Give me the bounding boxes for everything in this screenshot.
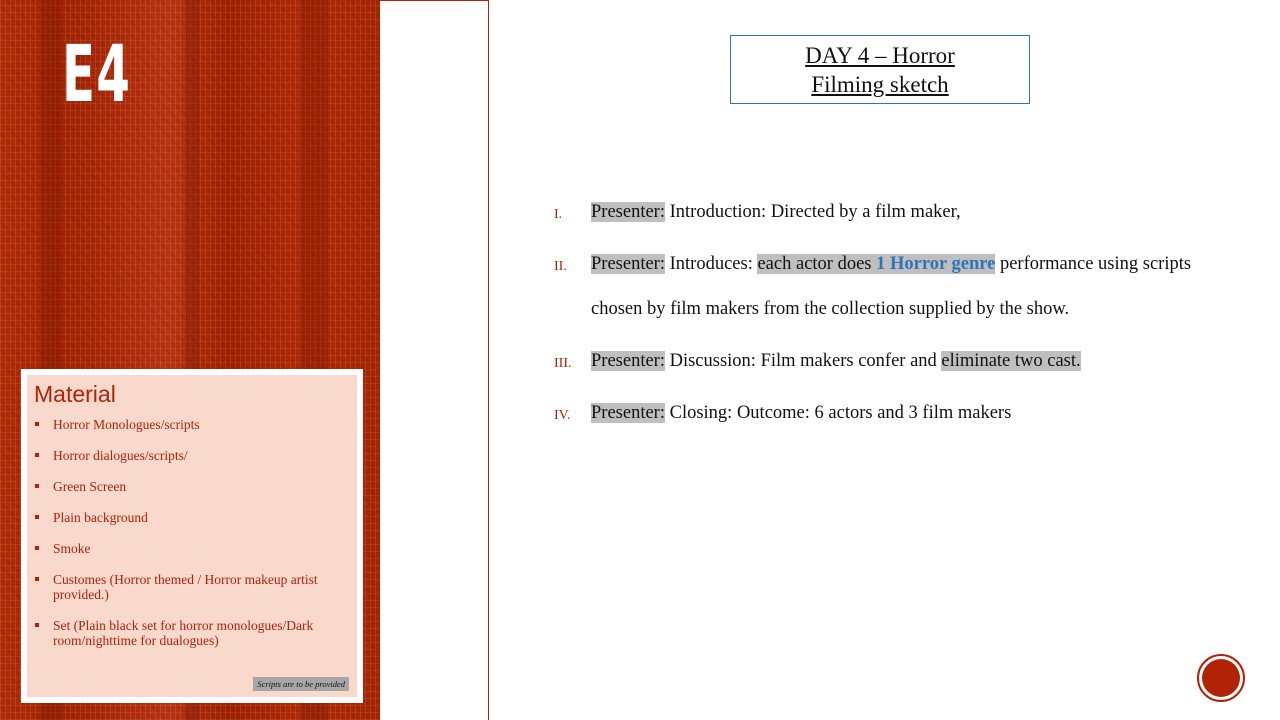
square-bullet-icon xyxy=(35,515,39,519)
material-item-text: Horror dialogues/scripts/ xyxy=(53,448,188,463)
list-item xyxy=(34,417,349,432)
divider-strip xyxy=(380,0,489,720)
circle-logo-inner xyxy=(1202,659,1240,697)
step-text: performance using scripts chosen by film makers from the collection supplied by the show. xyxy=(591,254,1192,319)
left-textured-panel xyxy=(0,0,380,720)
title-line-2: Filming sketch xyxy=(811,72,949,97)
material-item-text: Horror Monologues/scripts xyxy=(53,417,200,432)
square-bullet-icon xyxy=(35,484,39,488)
highlight-part: each actor does xyxy=(757,254,877,274)
step-number: II. xyxy=(554,259,567,274)
step-number: III. xyxy=(554,356,572,371)
list-item xyxy=(34,618,349,648)
material-item-text: Set (Plain black set for horror monologues/Dark room/nighttime for dualogues) xyxy=(53,618,314,648)
step-item xyxy=(554,391,1214,436)
square-bullet-icon xyxy=(35,623,39,627)
step-text: Discussion: Film makers confer and xyxy=(664,351,942,371)
highlight-text: eliminate two cast. xyxy=(941,351,1081,371)
material-item-text: Smoke xyxy=(53,541,91,556)
highlight-text xyxy=(757,254,995,274)
genre-highlight: 1 Horror genre xyxy=(876,254,996,274)
material-list xyxy=(34,417,349,648)
material-item-text: Green Screen xyxy=(53,479,127,494)
list-item xyxy=(34,510,349,525)
material-box xyxy=(21,369,363,703)
material-heading: Material xyxy=(34,381,116,407)
scripts-note: Scripts are to be provided xyxy=(253,677,349,691)
step-item xyxy=(554,339,1214,384)
square-bullet-icon xyxy=(35,577,39,581)
title-box xyxy=(730,35,1030,104)
step-text: Introduces: xyxy=(664,254,758,274)
list-item xyxy=(34,541,349,556)
title-line-1: DAY 4 – Horror xyxy=(805,43,955,68)
presenter-label: Presenter: xyxy=(591,254,665,274)
presenter-label: Presenter: xyxy=(591,202,665,222)
steps-list xyxy=(554,190,1214,443)
step-number: IV. xyxy=(554,408,571,423)
step-text: Introduction: Directed by a film maker, xyxy=(664,202,961,222)
step-item xyxy=(554,190,1214,235)
step-number: I. xyxy=(554,207,563,222)
slide-code: E4 xyxy=(62,30,132,120)
square-bullet-icon xyxy=(35,453,39,457)
material-item-text: Customes (Horror themed / Horror makeup artist provided.) xyxy=(53,572,318,602)
material-panel xyxy=(27,375,357,697)
circle-logo-icon xyxy=(1197,654,1245,702)
square-bullet-icon xyxy=(35,546,39,550)
presenter-label: Presenter: xyxy=(591,351,665,371)
list-item xyxy=(34,572,349,602)
list-item xyxy=(34,479,349,494)
step-text: Closing: Outcome: 6 actors and 3 film makers xyxy=(664,403,1012,423)
material-item-text: Plain background xyxy=(53,510,148,525)
step-item xyxy=(554,242,1214,332)
square-bullet-icon xyxy=(35,422,39,426)
presenter-label: Presenter: xyxy=(591,403,665,423)
list-item xyxy=(34,448,349,463)
